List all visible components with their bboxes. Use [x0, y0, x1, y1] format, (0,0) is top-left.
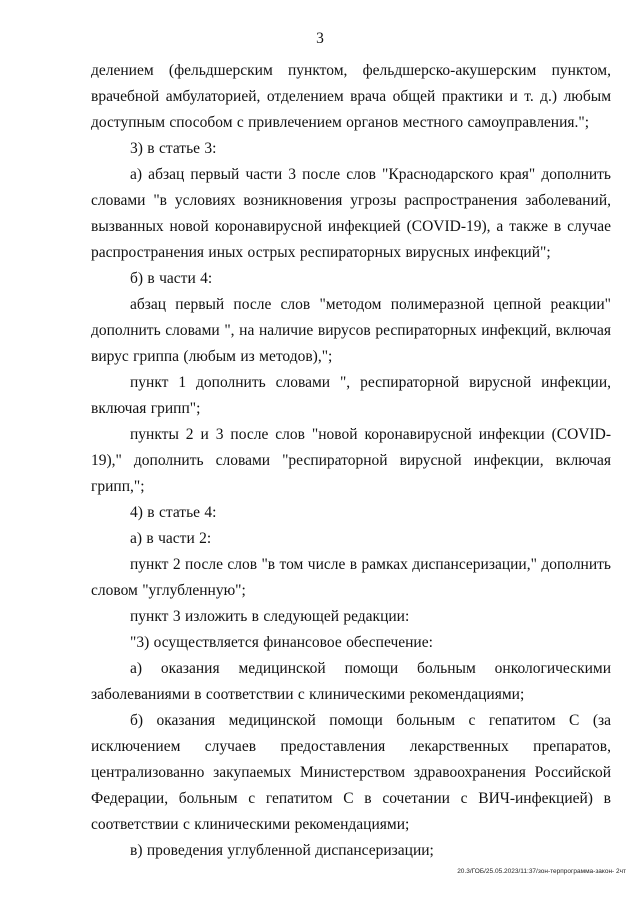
paragraph: б) оказания медицинской помощи больным с гепатитом С (за исключением случаев предоставления лекарственных препаратов, централизованно закупаемых Министерством здравоохранения Российской Федерации, больным с гепатитом С в сочетании с ВИЧ-инфекцией) в соответствии с клиническими рекомендациями;	[91, 712, 611, 833]
paragraph: пункты 2 и 3 после слов "новой коронавирусной инфекции (COVID-19)," дополнить словами "респираторной вирусной инфекции, включая грипп,";	[91, 426, 611, 495]
paragraph: 3) в статье 3:	[130, 140, 217, 157]
paragraph: "3) осуществляется финансовое обеспечение:	[130, 634, 433, 651]
paragraph: пункт 3 изложить в следующей редакции:	[130, 608, 410, 625]
paragraph: б) в части 4:	[130, 270, 213, 287]
document-body	[91, 58, 611, 864]
paragraph: пункт 2 после слов "в том числе в рамках диспансеризации," дополнить словом "углубленную";	[91, 556, 611, 599]
paragraph: абзац первый после слов "методом полимеразной цепной реакции" дополнить словами ", на наличие вирусов респираторных инфекций, включая вирус гриппа (любым из методов),";	[91, 296, 611, 365]
document-footer-id: 20.3/ГОБ/25.05.2023/11:37/зон-терпрограмма-закон- 2чт	[457, 868, 626, 875]
paragraph: а) абзац первый части 3 после слов "Краснодарского края" дополнить словами "в условиях возникновения угрозы распространения заболеваний, вызванных новой коронавирусной инфекцией (COVID-19), а также в случае распространения иных острых респираторных вирусных инфекций";	[91, 166, 611, 261]
paragraph: делением (фельдшерским пунктом, фельдшерско-акушерским пунктом, врачебной амбулаторией, отделением врача общей практики и т. д.) любым доступным способом с привлечением органов местного самоуправления.";	[91, 62, 611, 131]
paragraph: а) оказания медицинской помощи больным онкологическими заболеваниями в соответствии с клиническими рекомендациями;	[91, 660, 611, 703]
paragraph: в) проведения углубленной диспансеризации;	[130, 842, 434, 859]
paragraph: 4) в статье 4:	[130, 504, 217, 521]
paragraph: пункт 1 дополнить словами ", респираторной вирусной инфекции, включая грипп";	[91, 374, 611, 417]
page-number: 3	[316, 30, 324, 47]
paragraph: а) в части 2:	[130, 530, 212, 547]
